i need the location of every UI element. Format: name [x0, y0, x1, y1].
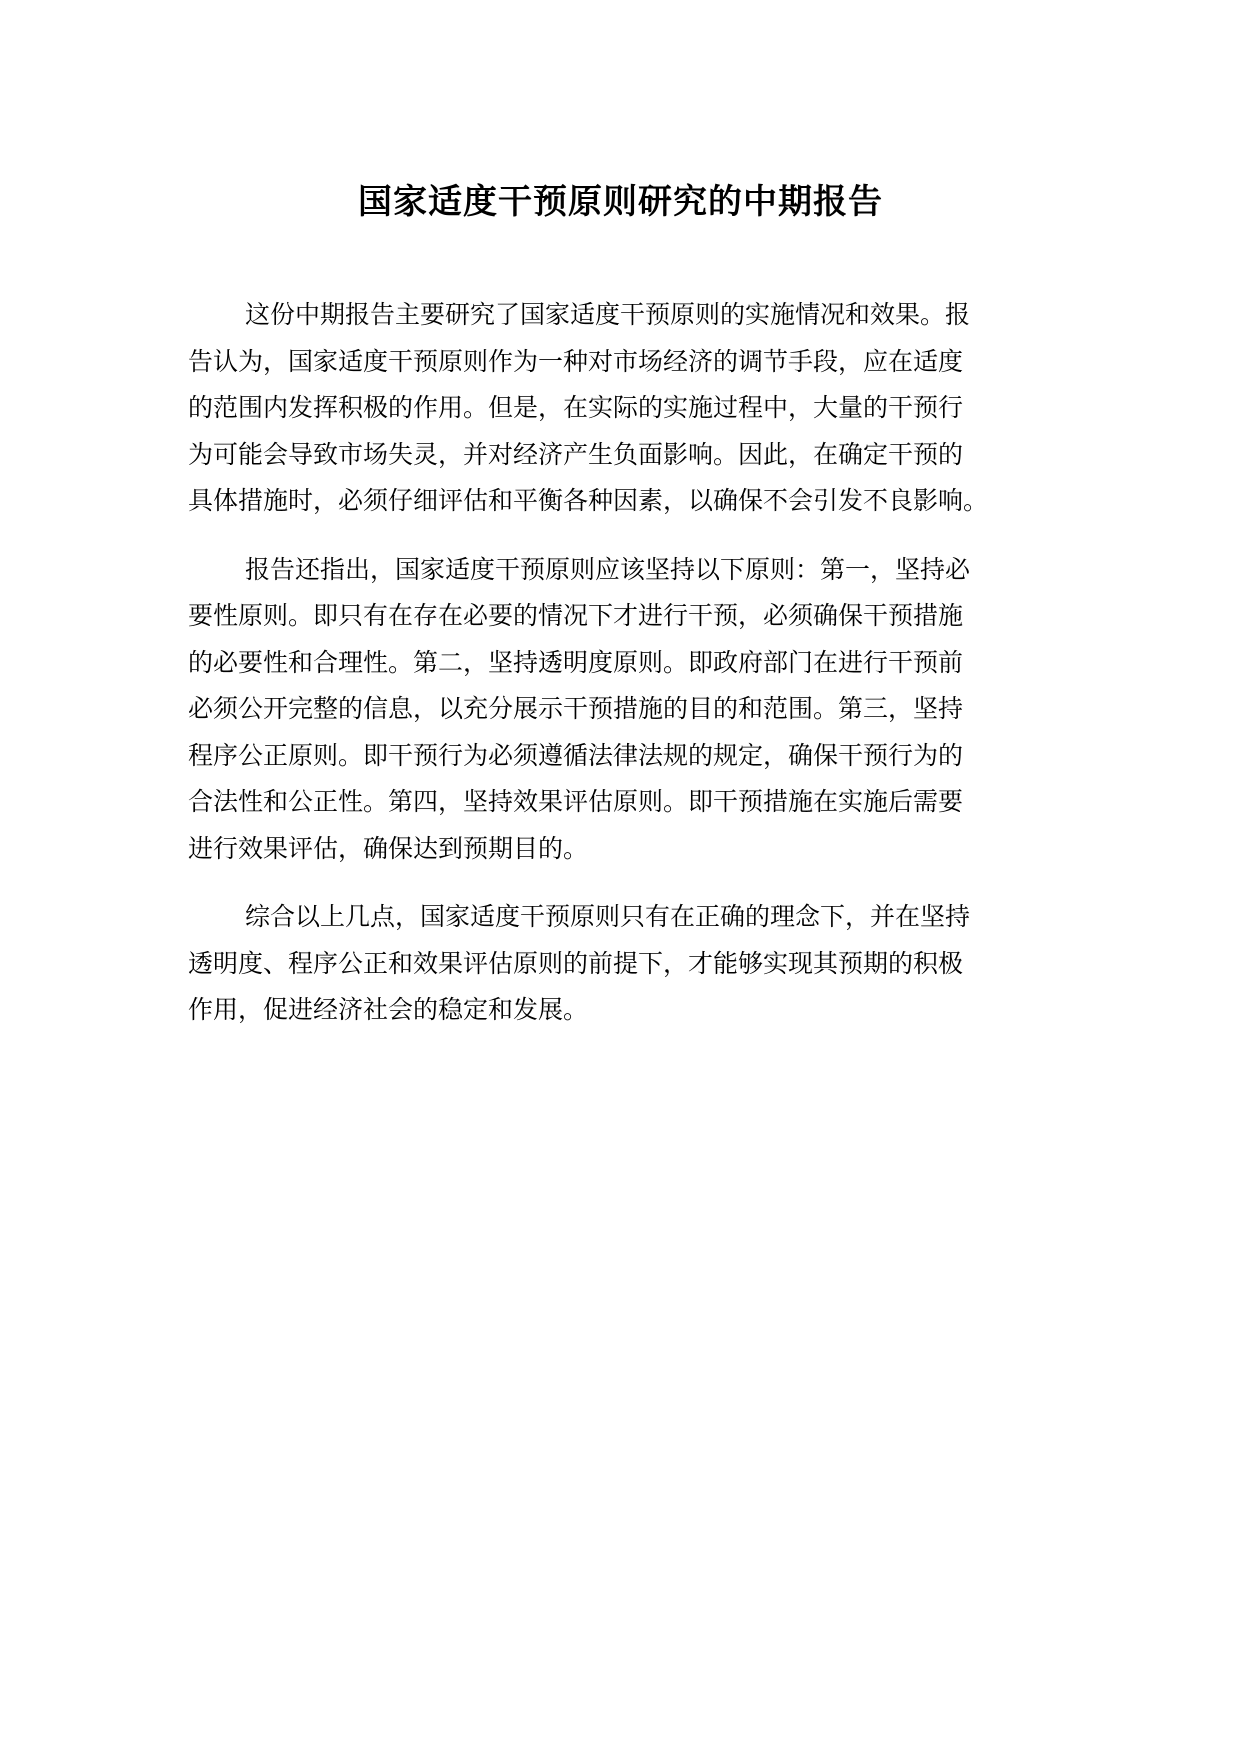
text-line: 为可能会导致市场失灵，并对经济产生负面影响。因此，在确定干预的: [188, 439, 964, 469]
text-line: 进行效果评估，确保达到预期目的。: [188, 833, 589, 863]
text-line: 作用，促进经济社会的稳定和发展。: [188, 995, 589, 1024]
text-line: 透明度、程序公正和效果评估原则的前提下，才能够实现其预期的积极: [188, 948, 964, 978]
paragraph-3: [188, 894, 1068, 1034]
text-line: 这份中期报告主要研究了国家适度干预原则的实施情况和效果。报: [245, 300, 971, 329]
text-line: 程序公正原则。即干预行为必须遵循法律法规的规定，确保干预行为的: [188, 740, 964, 770]
document-title: 国家适度干预原则研究的中期报告: [358, 182, 883, 222]
text-line: 必须公开完整的信息，以充分展示干预措施的目的和范围。第三，坚持: [188, 694, 964, 723]
document-body: [188, 292, 1068, 1056]
text-line: 报告还指出，国家适度干预原则应该坚持以下原则：第一，坚持必: [245, 554, 971, 584]
text-line: 的必要性和合理性。第二，坚持透明度原则。即政府部门在进行干预前: [188, 647, 964, 677]
text-line: 告认为，国家适度干预原则作为一种对市场经济的调节手段，应在适度: [188, 346, 964, 376]
text-line: 的范围内发挥积极的作用。但是，在实际的实施过程中，大量的干预行: [188, 393, 964, 422]
text-line: 具体措施时，必须仔细评估和平衡各种因素，以确保不会引发不良影响。: [188, 486, 989, 515]
text-line: 综合以上几点，国家适度干预原则只有在正确的理念下，并在坚持: [245, 902, 971, 931]
paragraph-2: [188, 547, 1068, 873]
paragraph-1: [188, 292, 1068, 525]
text-line: 要性原则。即只有在存在必要的情况下才进行干预，必须确保干预措施: [188, 601, 964, 630]
text-line: 合法性和公正性。第四，坚持效果评估原则。即干预措施在实施后需要: [188, 787, 964, 816]
